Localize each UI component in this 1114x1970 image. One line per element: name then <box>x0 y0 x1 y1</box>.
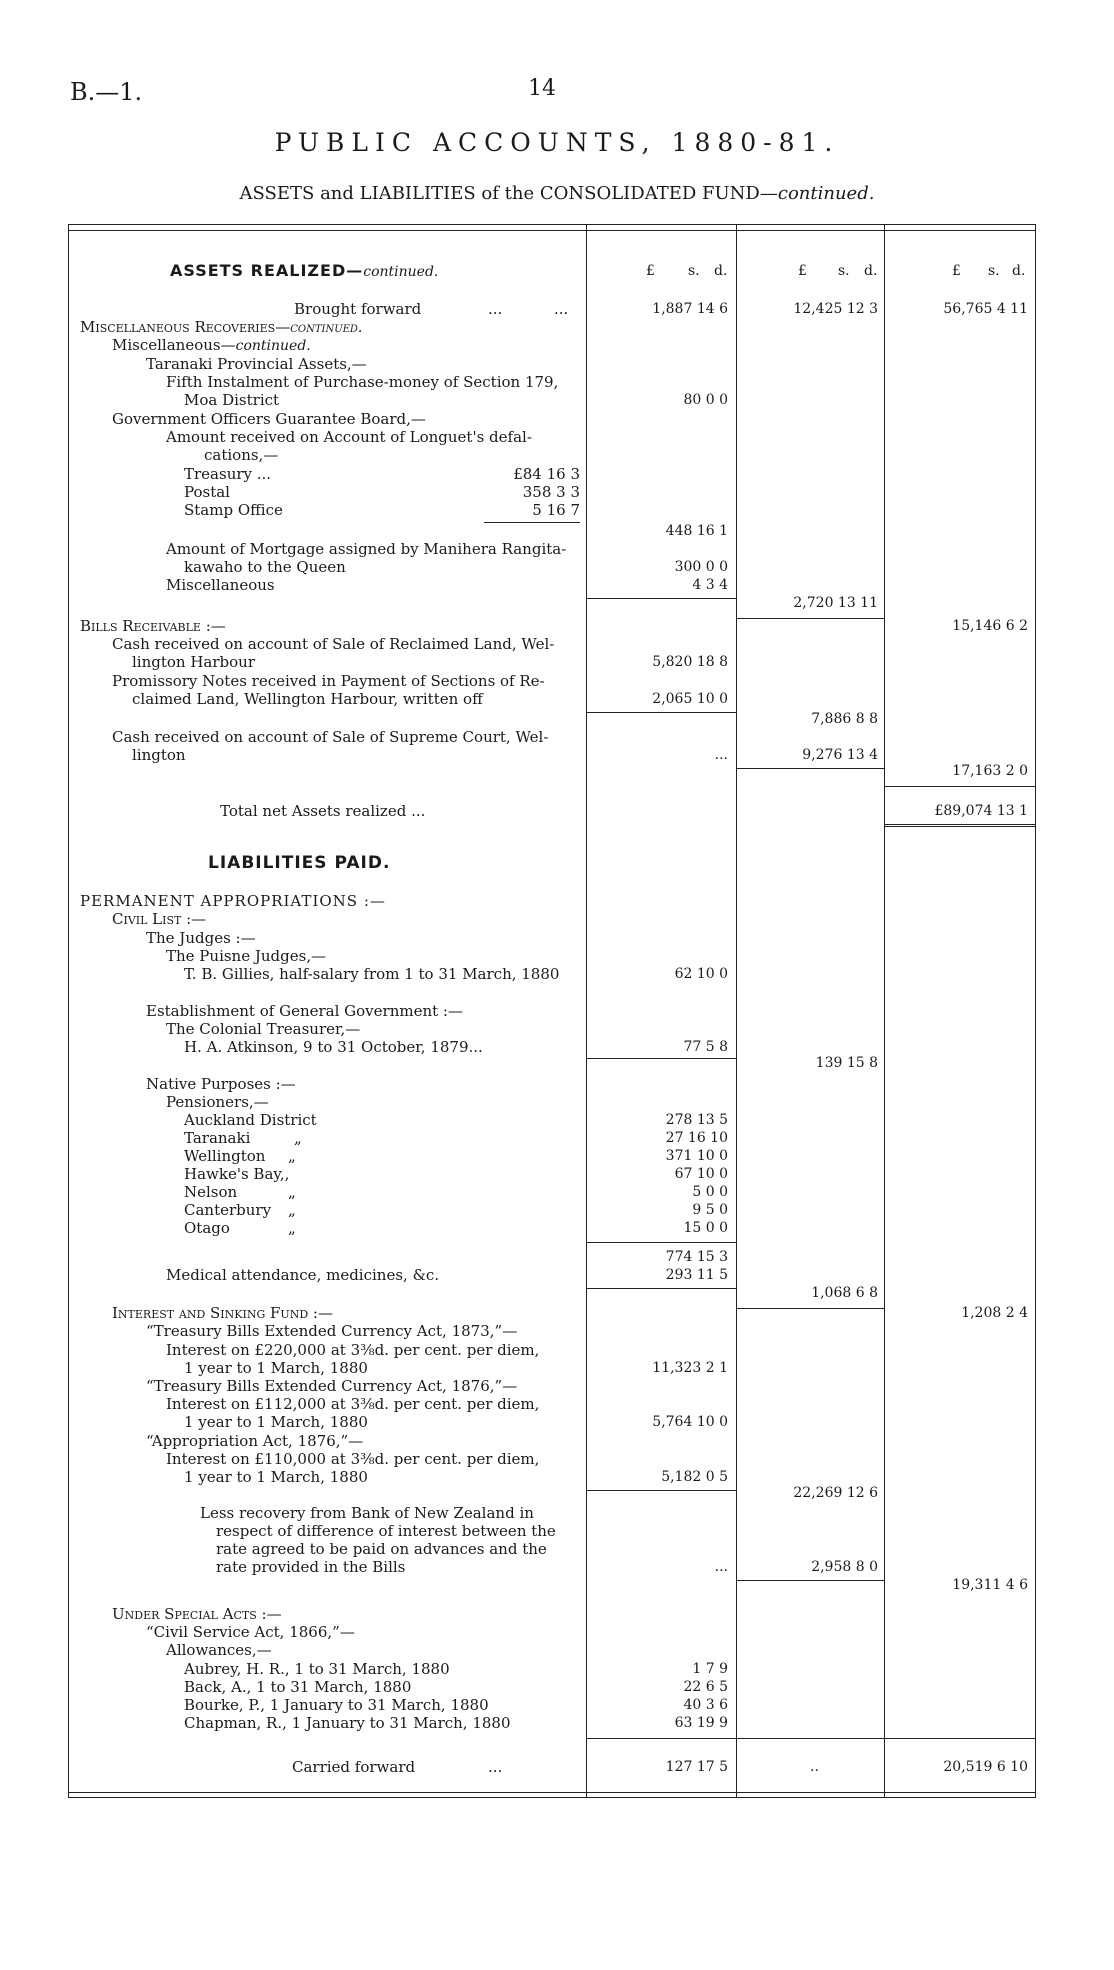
medical-label: Medical attendance, medicines, &c. <box>166 1266 440 1284</box>
medical-value: 293 11 5 <box>665 1267 728 1283</box>
col-c-shillings: s. <box>988 263 1000 279</box>
subtotal-rule <box>586 1242 736 1243</box>
otago-label: Otago <box>184 1219 230 1237</box>
nelson-value: 5 0 0 <box>692 1184 728 1200</box>
column-divider-b <box>736 224 737 1798</box>
mortgage-line2: kawaho to the Queen <box>184 558 346 576</box>
postal-label: Postal <box>184 483 230 501</box>
wellington-label: Wellington <box>184 1147 266 1165</box>
moa-value: 80 0 0 <box>683 392 728 408</box>
subtotal-rule <box>484 522 580 523</box>
less-recovery-line1: Less recovery from Bank of New Zealand in <box>200 1504 534 1522</box>
interest-subtotal-b: 22,269 12 6 <box>793 1485 878 1501</box>
auckland-value: 278 13 5 <box>665 1112 728 1128</box>
int-110-value: 5,182 0 5 <box>661 1469 728 1485</box>
allowances: Allowances,— <box>166 1641 272 1659</box>
subtotal-rule <box>586 1058 736 1059</box>
brought-forward-label: Brought forward <box>294 300 422 318</box>
total-net-label: Total net Assets realized ... <box>220 802 426 820</box>
recovery-value-b: 2,958 8 0 <box>811 1559 878 1575</box>
nelson-label: Nelson <box>184 1183 238 1201</box>
page-number: 14 <box>528 76 556 101</box>
liabilities-heading: LIABILITIES PAID. <box>208 853 391 873</box>
subtitle-italic: continued. <box>777 183 875 204</box>
brought-forward-a: 1,887 14 6 <box>652 301 728 317</box>
supreme-value-b: 9,276 13 4 <box>802 747 878 763</box>
permanent-appropriations: PERMANENT APPROPRIATIONS :— <box>80 892 386 910</box>
amount-received-line1: Amount received on Account of Longuet's defal- <box>166 428 532 446</box>
hawkes-bay-value: 67 10 0 <box>674 1166 728 1182</box>
ditto-mark: „ <box>288 1219 296 1237</box>
col-c-pound: £ <box>952 263 961 279</box>
table-bottom-rule <box>68 1792 1036 1793</box>
misc-recoveries-heading <box>80 318 362 337</box>
misc-value: 4 3 4 <box>692 577 728 593</box>
less-recovery-line2: respect of difference of interest between the <box>216 1522 556 1540</box>
otago-value: 15 0 0 <box>683 1220 728 1236</box>
table-top-rule <box>68 230 1036 231</box>
subtotal-rule <box>586 712 736 713</box>
fifth-instalment-line2: Moa District <box>184 391 280 409</box>
amount-received-line2: cations,— <box>204 446 279 464</box>
reclaimed-value: 5,820 18 8 <box>652 654 728 670</box>
approp-1876: “Appropriation Act, 1876,”— <box>146 1432 364 1450</box>
puisne-judges: The Puisne Judges,— <box>166 947 327 965</box>
gov-officers: Government Officers Guarantee Board,— <box>112 410 426 428</box>
civil-service-act: “Civil Service Act, 1866,”— <box>146 1623 355 1641</box>
total-double-rule <box>884 824 1036 827</box>
auckland-label: Auckland District <box>184 1111 317 1129</box>
mortgage-line1: Amount of Mortgage assigned by Manihera Rangita- <box>166 540 567 558</box>
col-a-pound: £ <box>646 263 655 279</box>
civil-subtotal-b: 139 15 8 <box>815 1055 878 1071</box>
chapman-value: 63 19 9 <box>674 1715 728 1731</box>
leader-dots: ... <box>488 300 503 318</box>
assets-heading-italic: continued. <box>363 264 439 280</box>
pensioners: Pensioners,— <box>166 1093 269 1111</box>
native-purposes: Native Purposes :— <box>146 1075 296 1093</box>
document-ref: B.—1. <box>70 78 143 106</box>
carried-forward-c: 20,519 6 10 <box>943 1759 1028 1775</box>
bourke-label: Bourke, P., 1 January to 31 March, 1880 <box>184 1696 489 1714</box>
taranaki-label: Taranaki <box>184 1129 251 1147</box>
aubrey-label: Aubrey, H. R., 1 to 31 March, 1880 <box>184 1660 450 1678</box>
carried-forward-b: .. <box>810 1759 819 1775</box>
ditto-mark: „ <box>294 1129 302 1147</box>
column-divider-c <box>884 224 885 1798</box>
ditto-mark: „ <box>288 1201 296 1219</box>
subtotal-rule <box>586 1490 736 1491</box>
subtotal-rule <box>736 1580 884 1581</box>
supreme-value-a: ... <box>714 747 728 763</box>
misc-subtotal-b: 2,720 13 11 <box>793 595 878 611</box>
native-subtotal-b: 1,068 6 8 <box>811 1285 878 1301</box>
establishment: Establishment of General Government :— <box>146 1002 463 1020</box>
brought-forward-b: 12,425 12 3 <box>793 301 878 317</box>
aubrey-value: 1 7 9 <box>692 1661 728 1677</box>
subtotal-rule <box>736 768 884 769</box>
misc-subtotal-c: 15,146 6 2 <box>952 618 1028 634</box>
gillies-label: T. B. Gillies, half-salary from 1 to 31 March, 1880 <box>184 965 560 983</box>
interest-subtotal-c: 19,311 4 6 <box>952 1577 1028 1593</box>
miscellaneous-heading <box>112 336 311 355</box>
mortgage-value: 300 0 0 <box>674 559 728 575</box>
supreme-line2: lington <box>132 746 186 764</box>
int-112-line2: 1 year to 1 March, 1880 <box>184 1413 368 1431</box>
int-110-line1: Interest on £110,000 at 3⅜d. per cent. per diem, <box>166 1450 540 1468</box>
carried-forward-label: Carried forward <box>292 1758 416 1776</box>
stamp-office-label: Stamp Office <box>184 501 283 519</box>
total-rule <box>884 786 1036 787</box>
int-112-line1: Interest on £112,000 at 3⅜d. per cent. per diem, <box>166 1395 540 1413</box>
bills-subtotal-c: 17,163 2 0 <box>952 763 1028 779</box>
supreme-line1: Cash received on account of Sale of Supreme Court, Wel- <box>112 728 549 746</box>
cash-reclaimed-line2: lington Harbour <box>132 653 256 671</box>
subtotal-rule <box>586 1288 736 1289</box>
promissory-line1: Promissory Notes received in Payment of Sections of Re- <box>112 672 545 690</box>
ditto-mark: „ <box>288 1147 296 1165</box>
stamp-office-amount: 5 16 7 <box>532 501 580 519</box>
atkinson-label: H. A. Atkinson, 9 to 31 October, 1879... <box>184 1038 483 1056</box>
subtotal-rule <box>736 1308 884 1309</box>
recovery-value-a: ... <box>714 1559 728 1575</box>
cash-reclaimed-line1: Cash received on account of Sale of Reclaimed Land, Wel- <box>112 635 555 653</box>
taranaki-value: 27 16 10 <box>665 1130 728 1146</box>
fifth-instalment-line1: Fifth Instalment of Purchase-money of Section 179, <box>166 373 559 391</box>
misc-recoveries-italic: continued. <box>290 320 363 336</box>
special-acts: Under Special Acts :— <box>112 1605 282 1623</box>
hawkes-bay-label: Hawke's Bay,, <box>184 1165 290 1183</box>
carried-forward-rule <box>586 1738 1036 1739</box>
brought-forward-c: 56,765 4 11 <box>943 301 1028 317</box>
subtotal-rule <box>586 598 736 599</box>
int-220-line2: 1 year to 1 March, 1880 <box>184 1359 368 1377</box>
tb-1873: “Treasury Bills Extended Currency Act, 1873,”— <box>146 1322 518 1340</box>
postal-amount: 358 3 3 <box>522 483 580 501</box>
int-112-value: 5,764 10 0 <box>652 1414 728 1430</box>
back-label: Back, A., 1 to 31 March, 1880 <box>184 1678 412 1696</box>
atkinson-value: 77 5 8 <box>683 1039 728 1055</box>
ditto-mark: „ <box>288 1183 296 1201</box>
carried-forward-a: 127 17 5 <box>665 1759 728 1775</box>
back-value: 22 6 5 <box>683 1679 728 1695</box>
bills-receivable-heading: Bills Receivable :— <box>80 617 226 635</box>
col-a-pence: d. <box>714 263 728 279</box>
misc-recoveries-text: Miscellaneous Recoveries— <box>80 318 291 336</box>
total-net-value: £89,074 13 1 <box>934 803 1028 819</box>
pensions-total: 774 15 3 <box>665 1249 728 1265</box>
the-judges: The Judges :— <box>146 929 256 947</box>
promissory-line2: claimed Land, Wellington Harbour, written off <box>132 690 483 708</box>
col-c-pence: d. <box>1012 263 1026 279</box>
assets-heading <box>170 262 438 281</box>
native-subtotal-c: 1,208 2 4 <box>961 1305 1028 1321</box>
column-divider-a <box>586 224 587 1798</box>
leader-dots: ... <box>488 1758 503 1776</box>
subtotal-rule <box>736 618 884 619</box>
bourke-value: 40 3 6 <box>683 1697 728 1713</box>
miscellaneous-text: Miscellaneous— <box>112 336 236 354</box>
col-b-pence: d. <box>864 263 878 279</box>
col-b-shillings: s. <box>838 263 850 279</box>
less-recovery-line3: rate agreed to be paid on advances and the <box>216 1540 547 1558</box>
page-title: PUBLIC ACCOUNTS, 1880-81. <box>274 128 840 157</box>
int-220-line1: Interest on £220,000 at 3⅜d. per cent. per diem, <box>166 1341 540 1359</box>
canterbury-value: 9 5 0 <box>692 1202 728 1218</box>
assets-heading-text: ASSETS REALIZED— <box>170 261 364 280</box>
tb-1876: “Treasury Bills Extended Currency Act, 1876,”— <box>146 1377 518 1395</box>
page-subtitle <box>0 183 1114 204</box>
canterbury-label: Canterbury <box>184 1201 272 1219</box>
int-110-line2: 1 year to 1 March, 1880 <box>184 1468 368 1486</box>
col-a-shillings: s. <box>688 263 700 279</box>
int-220-value: 11,323 2 1 <box>652 1360 728 1376</box>
subtitle-main: ASSETS and LIABILITIES of the CONSOLIDATED FUND— <box>239 183 778 204</box>
treasury-label: Treasury ... <box>184 465 272 483</box>
colonial-treasurer: The Colonial Treasurer,— <box>166 1020 361 1038</box>
treasury-amount: £84 16 3 <box>513 465 580 483</box>
taranaki-assets: Taranaki Provincial Assets,— <box>146 355 367 373</box>
civil-list: Civil List :— <box>112 910 207 928</box>
miscellaneous-label: Miscellaneous <box>166 576 275 594</box>
col-b-pound: £ <box>798 263 807 279</box>
bills-subtotal-b: 7,886 8 8 <box>811 711 878 727</box>
leader-dots: ... <box>554 300 569 318</box>
promissory-value: 2,065 10 0 <box>652 691 728 707</box>
wellington-value: 371 10 0 <box>665 1148 728 1164</box>
miscellaneous-italic: continued. <box>235 338 311 354</box>
less-recovery-line4: rate provided in the Bills <box>216 1558 406 1576</box>
interest-sinking-fund: Interest and Sinking Fund :— <box>112 1304 333 1322</box>
chapman-label: Chapman, R., 1 January to 31 March, 1880 <box>184 1714 511 1732</box>
longuet-total: 448 16 1 <box>665 523 728 539</box>
gillies-value: 62 10 0 <box>674 966 728 982</box>
